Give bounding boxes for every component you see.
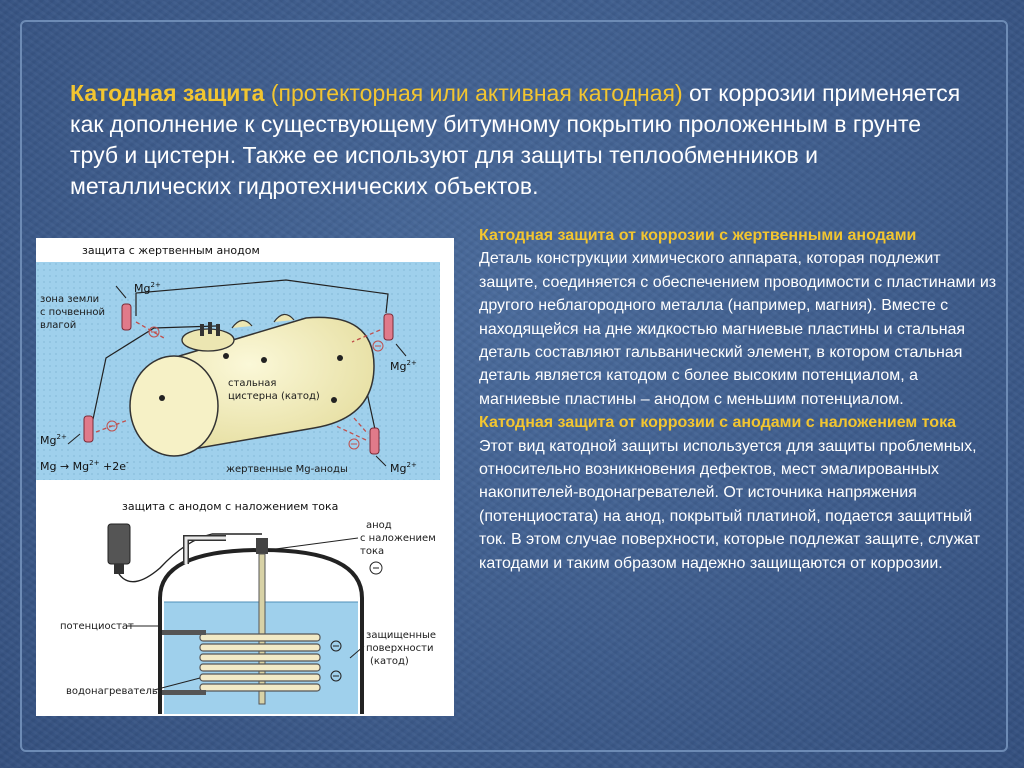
mg-ion-2: $Mg^{2+}$ [390,359,417,373]
coil-inlet [162,630,206,635]
tank-mark-3 [261,357,267,363]
surfaces-label-1: защищенные [366,630,437,641]
heater-label: водонагреватель [66,686,158,697]
intro-text: от коррозии применяется как дополнение к существующему битумному покрытию проложенным в грунте труб и цистерн. Также ее используют для защиты теплообменников и металлических гидротехнических объектов. [70,80,961,199]
tank-bolt-1 [200,324,204,336]
mg-anode-3 [84,416,93,442]
intro-paragraph [70,78,970,202]
diagram1-title: защита с жертвенным анодом [82,244,260,257]
coil-turn-5 [200,674,320,681]
diagram2-title: защита с анодом с наложением тока [122,500,339,513]
diagrams-svg [36,238,454,716]
section-1-body: Деталь конструкции химического аппарата, которая подлежит защите, соединяется с обеспечением проводимости с пластинами из другого неблагородного металла (например, магния). Вместе с находящейся на дне жидкостью магниевые пластины и стальная деталь составляют гальванический элемент, в котором стальная деталь является катодом с более высоким потенциалом, а магниевые пластины – анодом с меньшим потенциалом. [479,250,997,408]
mg-anode-1 [122,304,131,330]
tank-mark-1 [159,395,165,401]
description-panel [479,224,999,575]
coil-turn-3 [200,654,320,661]
tank-end [130,356,218,456]
coil-turn-2 [200,644,320,651]
potentiostat-box [108,524,130,564]
intro-term: Катодная защита [70,80,265,106]
anode-leader [268,538,358,550]
coil-turn-6 [200,684,320,691]
coil-outlet [162,690,206,695]
surfaces-label-2: поверхности [366,643,434,654]
tank-bolt-2 [208,322,212,334]
section-1-heading: Катодная защита от коррозии с жертвенными анодами [479,227,917,244]
reaction-formula: $Mg \to Mg^{2+} +2e^-$ [40,459,129,473]
mg-ion-3: $Mg^{2+}$ [40,433,67,447]
diagram-figure [36,238,454,716]
anode-label-3: тока [360,546,385,557]
soil-label-1: зона земли [40,294,100,305]
anode-cap [256,538,268,554]
soil-label-3: влагой [40,320,77,331]
coil-turn-4 [200,664,320,671]
mg-anode-2 [384,314,393,340]
mg-anodes-label: жертвенные Mg-аноды [226,464,348,475]
soil-label-2: с почвенной [40,307,105,318]
tank-mark-5 [331,397,337,403]
anode-label-2: с наложением [360,533,436,544]
surfaces-label-3: (катод) [370,656,409,667]
tank-label-1: стальная [228,378,277,389]
coil-turn-1 [200,634,320,641]
tank-label-2: цистерна (катод) [228,391,320,402]
intro-parenthetical: (протекторная или активная катодная) [270,80,683,106]
mg-ion-1: $Mg^{2+}$ [134,281,161,295]
mg-ion-4: $Mg^{2+}$ [390,461,417,475]
potentiostat-plug [114,564,124,574]
section-2-body: Этот вид катодной защиты используется для защиты проблемных, относительно возникновения дефектов, мест эмалированных накопителей-водонагревателей. От источника напряжения (потенциостата) на анод, покрытый платиной, подается защитный ток. В этом случае поверхности, которые подлежат защите, служат катодами и таким образом надежно защищаются от коррозии. [479,437,981,572]
mg-anode-4 [370,428,379,454]
tank-mark-4 [337,355,343,361]
impressed-current-diagram [60,500,436,714]
anode-label-1: анод [366,520,392,531]
sacrificial-anode-diagram [36,244,440,480]
potentiostat-label: потенциостат [60,621,134,632]
section-2-heading: Катодная защита от коррозии с анодами с наложением тока [479,414,956,432]
tank-mark-2 [223,353,229,359]
tank-bolt-3 [216,324,220,336]
